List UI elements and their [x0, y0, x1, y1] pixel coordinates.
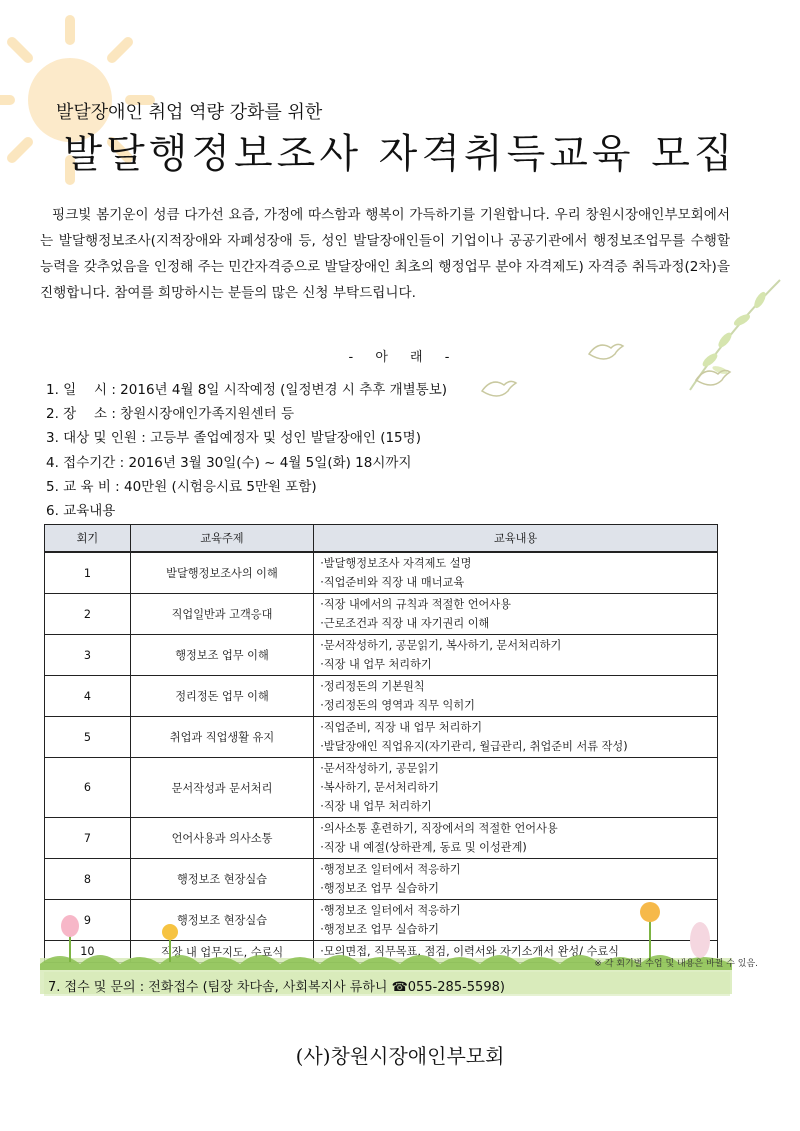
schedule-note: ※ 각 회기별 수업 및 내용은 바뀔 수 있음. [594, 959, 758, 969]
table-row [45, 676, 718, 717]
content-line: ·발달행정보조사 자격제도 설명 [320, 557, 472, 570]
session-topic: 직장 내 업무지도, 수료식 [130, 941, 313, 963]
table-row [45, 859, 718, 900]
col-header-session: 회기 [45, 525, 131, 553]
table-row [45, 594, 718, 635]
session-topic: 정리정돈 업무 이해 [130, 676, 313, 717]
content-line: ·의사소통 훈련하기, 직장에서의 적절한 언어사용 [320, 822, 558, 835]
session-topic: 행정보조 업무 이해 [130, 635, 313, 676]
session-number: 5 [45, 717, 131, 758]
info-item-fee: 5. 교 육 비 : 40만원 (시험응시료 5만원 포함) [46, 478, 317, 495]
info-item-target: 3. 대상 및 인원 : 고등부 졸업예정자 및 성인 발달장애인 (15명) [46, 430, 421, 447]
session-number: 7 [45, 818, 131, 859]
info-item-date: 1. 일 시 : 2016년 4월 8일 시작예정 (일정변경 시 추후 개별통보) [46, 382, 448, 398]
content-line: ·행정보조 업무 실습하기 [320, 882, 439, 895]
content-line: ·행정보조 업무 실습하기 [320, 923, 439, 936]
session-content [314, 758, 718, 818]
session-topic: 행정보조 현장실습 [130, 900, 313, 941]
content-line: ·발달장애인 직업유지(자기관리, 월급관리, 취업준비 서류 작성) [320, 740, 628, 753]
table-row [45, 758, 718, 818]
session-number: 8 [45, 859, 131, 900]
content-line: ·모의면접, 직무목표, 점검, 이력서와 자기소개서 완성/ 수료식 [320, 945, 619, 958]
table-row [45, 818, 718, 859]
session-number: 1 [45, 552, 131, 594]
intro-text: 핑크빛 봄기운이 성큼 다가선 요즘, 가정에 따스함과 행복이 가득하기를 기원합니다. 우리 창원시장애인부모회에서는 발달행정보조사(지적장애와 자폐성장애 등, 성인 발달장애인들이 기업이나 공공기관에서 행정보조업무를 수행할 능력을 갖추었음을 인정해 주는 민간자격증으로 발달장애인 최초의 행정업무 분야 자격제도) 자격증 취득과정(2차)을 진행합니다. 참여를 희망하시는 분들의 많은 신청 부탁드립니다. [40, 207, 730, 301]
content-line: ·문서작성하기, 공문읽기 [320, 762, 439, 775]
session-number: 3 [45, 635, 131, 676]
content-line: ·근로조건과 직장 내 자기권리 이해 [320, 617, 490, 630]
content-line: ·직장 내 업무 처리하기 [320, 658, 432, 671]
content-line: ·행정보조 일터에서 적응하기 [320, 863, 461, 876]
table-row [45, 635, 718, 676]
content-line: ·직업준비, 직장 내 업무 처리하기 [320, 721, 483, 734]
section-mark: - 아 래 - [348, 350, 452, 365]
col-header-content: 교육내용 [314, 525, 718, 553]
session-topic: 발달행정보조사의 이해 [130, 552, 313, 594]
page-title: 발달행정보조사 자격취득교육 모집 [63, 131, 737, 177]
bird-icon [692, 364, 732, 390]
session-content [314, 717, 718, 758]
content-line: ·직업준비와 직장 내 매너교육 [320, 576, 465, 589]
session-content [314, 859, 718, 900]
session-topic: 문서작성과 문서처리 [130, 758, 313, 818]
info-item-content: 6. 교육내용 [46, 503, 116, 520]
col-header-topic: 교육주제 [130, 525, 313, 553]
session-content [314, 635, 718, 676]
session-number: 4 [45, 676, 131, 717]
session-topic: 행정보조 현장실습 [130, 859, 313, 900]
content-line: ·정리정돈의 영역과 직무 익히기 [320, 699, 475, 712]
session-content [314, 594, 718, 635]
session-number: 9 [45, 900, 131, 941]
session-content [314, 818, 718, 859]
info-list [46, 378, 447, 523]
session-number: 10 [45, 941, 131, 963]
session-topic: 언어사용과 의사소통 [130, 818, 313, 859]
organization-name: (사)창원시장애인부모회 [295, 1044, 505, 1068]
content-line: ·정리정돈의 기본원칙 [320, 680, 425, 693]
intro-paragraph [40, 202, 730, 306]
info-item-period: 4. 접수기간 : 2016년 3월 30일(수) ~ 4월 5일(화) 18시까지 [46, 454, 412, 471]
contact-info: 7. 접수 및 문의 : 전화접수 (팀장 차다솜, 사회복지사 류하니 ☎055-285-5598) [48, 980, 505, 995]
session-topic: 취업과 직업생활 유지 [130, 717, 313, 758]
info-item-place: 2. 장 소 : 창원시장애인가족지원센터 등 [46, 406, 294, 423]
session-content [314, 552, 718, 594]
session-number: 6 [45, 758, 131, 818]
content-line: ·직장 내 업무 처리하기 [320, 800, 432, 813]
curriculum-table [44, 524, 718, 963]
session-topic: 직업일반과 고객응대 [130, 594, 313, 635]
table-row [45, 717, 718, 758]
subtitle: 발달장애인 취업 역량 강화를 위한 [56, 102, 323, 123]
content-line: ·직장 내 예절(상하관계, 동료 및 이성관계) [320, 841, 527, 854]
table-row [45, 552, 718, 594]
content-line: ·행정보조 일터에서 적응하기 [320, 904, 461, 917]
bird-icon [478, 375, 518, 401]
content-line: ·직장 내에서의 규칙과 적절한 언어사용 [320, 598, 511, 611]
session-content [314, 676, 718, 717]
content-line: ·복사하기, 문서처리하기 [320, 781, 439, 794]
table-header-row [45, 525, 718, 553]
session-number: 2 [45, 594, 131, 635]
content-line: ·문서작성하기, 공문읽기, 복사하기, 문서처리하기 [320, 639, 562, 652]
